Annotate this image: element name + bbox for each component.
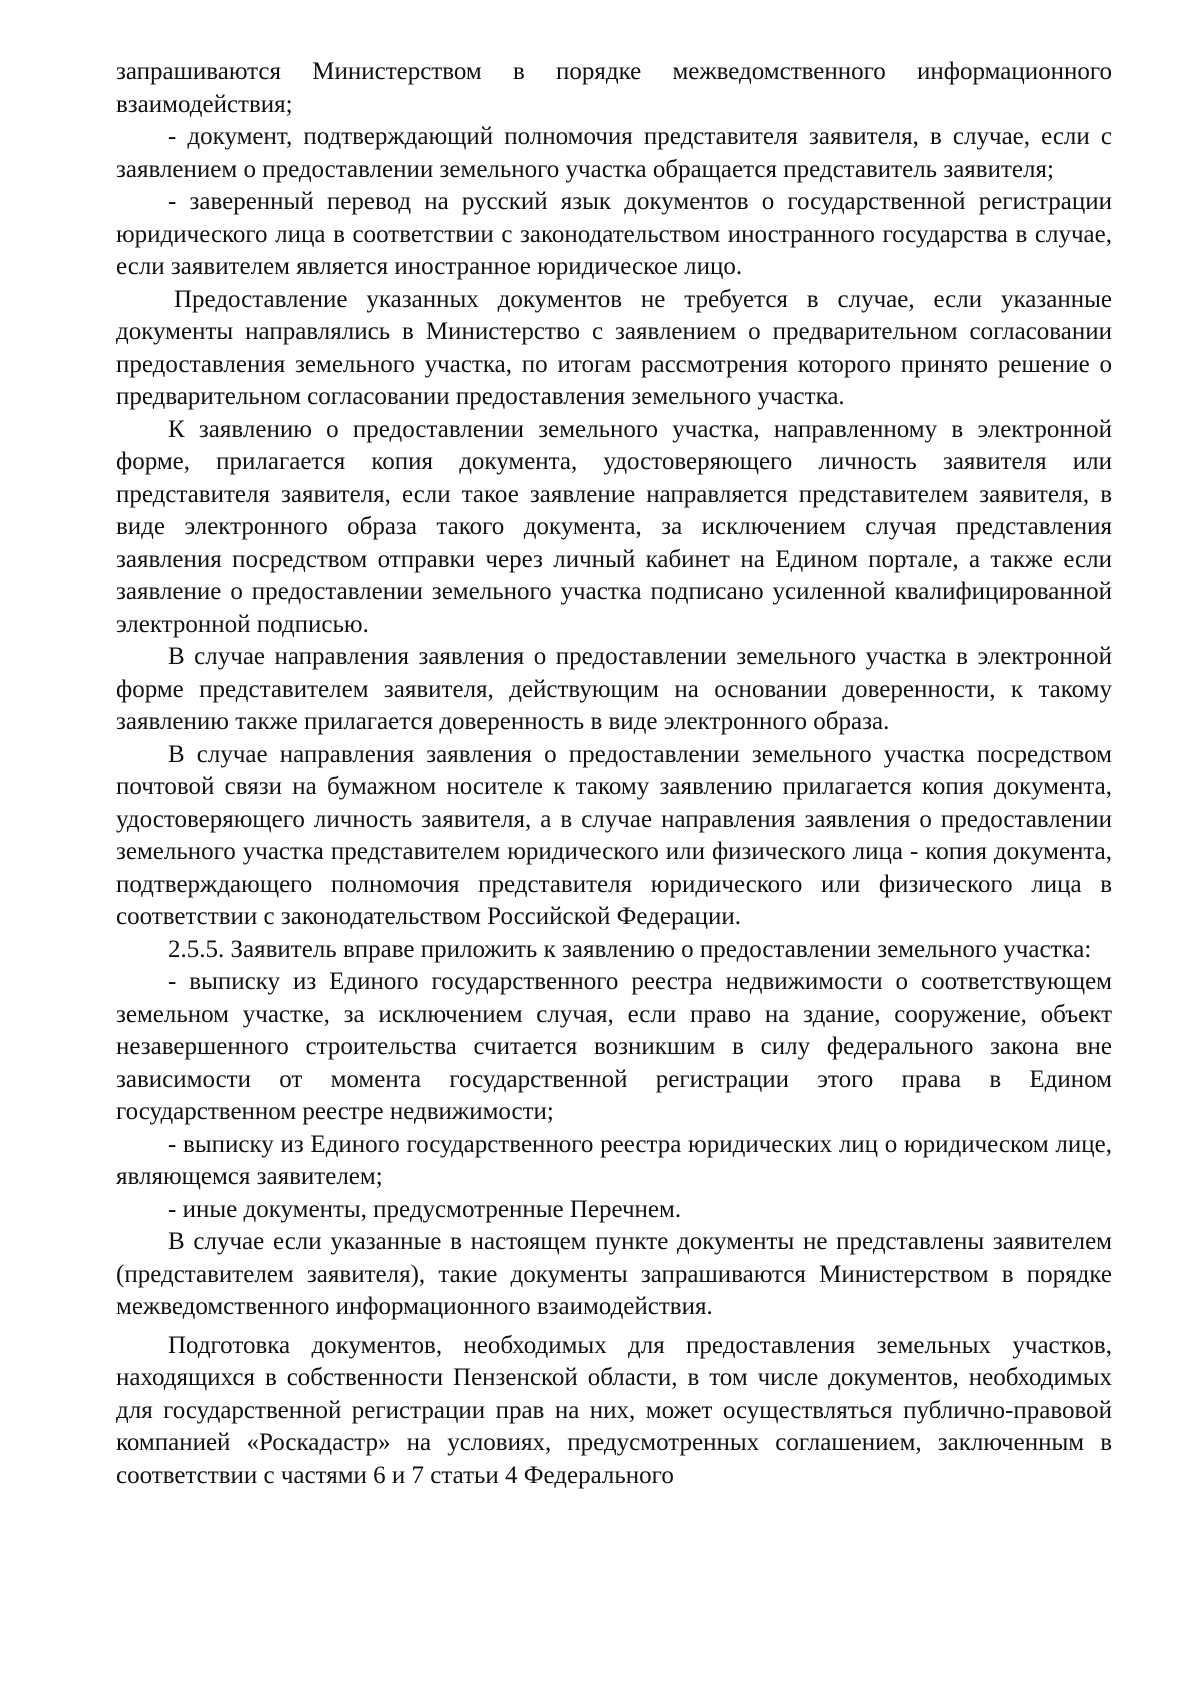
paragraph-other-documents: - иные документы, предусмотренные Перечнем.: [168, 1195, 682, 1223]
paragraph-continuation: запрашиваются Министерством в порядке межведомственного информационного взаимодействия;: [116, 58, 1112, 118]
paragraph-postal-submission: В случае направления заявления о предоставлении земельного участка посредством почтовой связи на бумажном носителе к такому заявлению прилагается копия документа, удостоверяющего личность заявителя, а в случае направления заявления о предоставлении земельного участка представителем юридического или физического лица - копия документа, подтверждающего полномочия представителя юридического или физического лица в соответствии с законодательством Российской Федерации.: [116, 740, 1112, 930]
paragraph-power-of-attorney: В случае направления заявления о предоставлении земельного участка в электронной форме представителем заявителя, действующим на основании доверенности, к такому заявлению также прилагается доверенность в виде электронного образа.: [116, 643, 1112, 735]
paragraph-electronic-form: К заявлению о предоставлении земельного участка, направленному в электронной форме, прилагается копия документа, удостоверяющего личность заявителя или представителя заявителя, если такое заявление направляется представителем заявителя, в виде электронного образа такого документа, за исключением случая представления заявления посредством отправки через личный кабинет на Едином портале, а также если заявление о предоставлении земельного участка подписано усиленной квалифицированной электронной подписью.: [116, 415, 1112, 638]
paragraph-documents-not-required: Предоставление указанных документов не требуется в случае, если указанные документы направлялись в Министерство с заявлением о предварительном согласовании предоставления земельного участка, по итогам рассмотрения которого принято решение о предварительном согласовании предоставления земельного участка.: [116, 285, 1112, 410]
paragraph-legal-entities-registry-extract: - выписку из Единого государственного реестра юридических лиц о юридическом лице, являющемся заявителем;: [116, 1130, 1112, 1190]
paragraph-real-estate-registry-extract: - выписку из Единого государственного реестра недвижимости о соответствующем земельном участке, за исключением случая, если право на здание, сооружение, объект незавершенного строительства считается возникшим в силу федерального закона вне зависимости от момента государственной регистрации этого права в Едином государственном реестре недвижимости;: [116, 968, 1112, 1125]
paragraph-certified-translation: - заверенный перевод на русский язык документов о государственной регистрации юридического лица в соответствии с законодательством иностранного государства в случае, если заявителем является иностранное юридическое лицо.: [116, 188, 1112, 280]
paragraph-section-2-5-5: 2.5.5. Заявитель вправе приложить к заявлению о предоставлении земельного участка:: [168, 935, 1092, 963]
paragraph-roskadastr-preparation: Подготовка документов, необходимых для предоставления земельных участков, находящихся в собственности Пензенской области, в том числе документов, необходимых для государственной регистрации прав на них, может осуществляться публично-правовой компанией «Роскадастр» на условиях, предусмотренных соглашением, заключенным в соответствии с частями 6 и 7 статьи 4 Федерального: [116, 1331, 1112, 1489]
paragraph-representative-document: - документ, подтверждающий полномочия представителя заявителя, в случае, если с заявлением о предоставлении земельного участка обращается представитель заявителя;: [116, 123, 1112, 183]
paragraph-interagency-request: В случае если указанные в настоящем пункте документы не представлены заявителем (представителем заявителя), такие документы запрашиваются Министерством в порядке межведомственного информационного взаимодействия.: [116, 1228, 1112, 1320]
